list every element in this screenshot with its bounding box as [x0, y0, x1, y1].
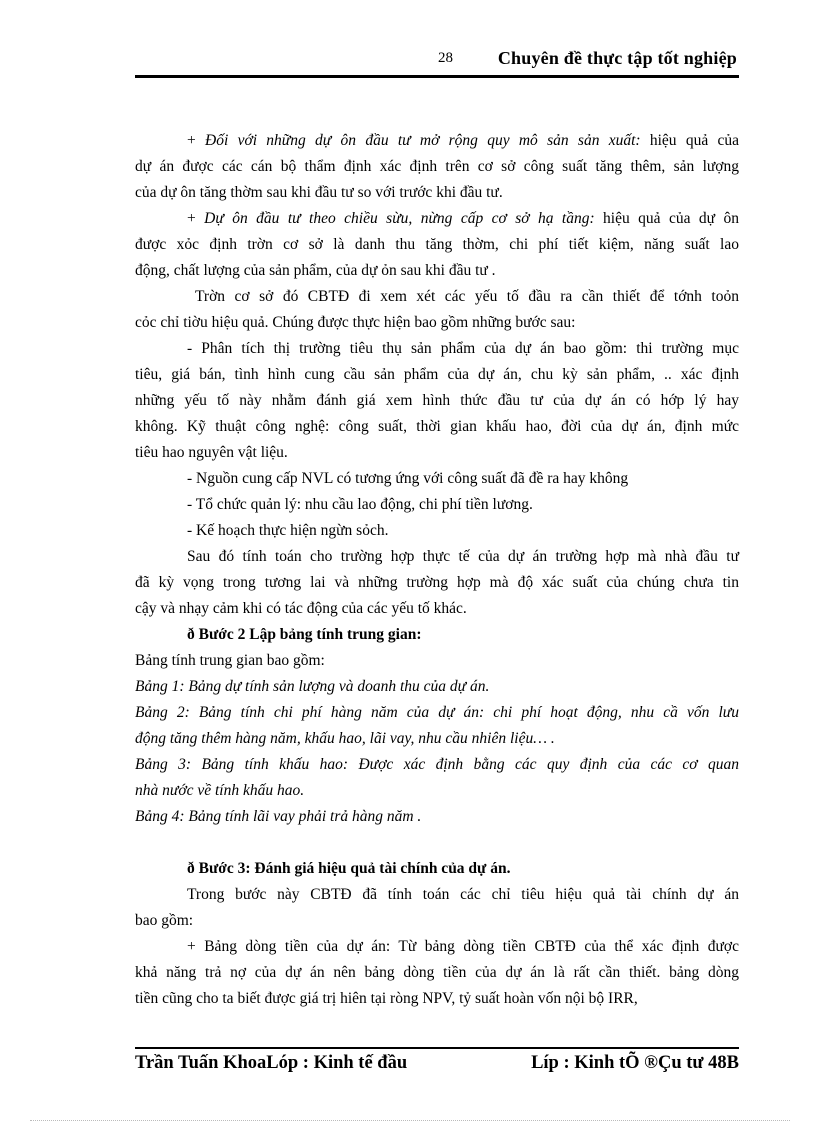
paragraph-line: đã kỳ vọng trong tương lai và những trường hợp mà độ xác suất của chúng chưa tin	[135, 574, 739, 591]
paragraph-line: động, chất lượng của sản phẩm, của dự ỏn sau khi đầu tư .	[135, 262, 496, 279]
paragraph-line: - Phân tích thị trường tiêu thụ sản phẩm của dự án bao gồm: thi trường mục	[187, 340, 739, 357]
list-item: - Kế hoạch thực hiện ngừn sỏch.	[187, 522, 389, 539]
paragraph-line: khả năng trả nợ của dự án nên bảng dòng tiền của dự án là rất cần thiết. bảng dòng	[135, 964, 739, 981]
paragraph-line: + Bảng dòng tiền của dự án: Từ bảng dòng tiền CBTĐ của thể xác định được	[187, 938, 739, 955]
italic-phrase: Đối với những dự ôn đầu tư mở rộng quy mô sản sản xuất:	[205, 132, 641, 149]
paragraph-line: của dự ôn tăng thờm sau khi đầu tư so với trước khi đầu tư.	[135, 184, 503, 201]
list-item: - Nguồn cung cấp NVL có tương ứng với công suất đã đề ra hay không	[187, 470, 629, 487]
list-item: - Tổ chức quản lý: nhu cầu lao động, chi phí tiền lương.	[187, 496, 533, 513]
paragraph-line: được xỏc định trờn cơ sở là danh thu tăng thờm, chi phí tiết kiệm, năng suất lao	[135, 236, 739, 253]
paragraph-line: Trong bước này CBTĐ đã tính toán các chỉ tiêu hiệu quả tài chính dự án	[187, 886, 739, 903]
paragraph-line: bao gồm:	[135, 912, 194, 929]
page-number: 28	[438, 50, 453, 66]
page-edge-divider	[30, 1120, 790, 1121]
paragraph-line: Sau đó tính toán cho trường hợp thực tế của dự án trường hợp mà nhà đầu tư	[187, 548, 739, 565]
footer-rule	[135, 1047, 739, 1049]
bullet: +	[187, 132, 206, 149]
paragraph-line: những yếu tố này nhằm đánh giá xem hình thức đầu tư của dự án có hớp lý hay	[135, 392, 739, 409]
table-item: động tăng thêm hàng năm, khấu hao, lãi vay, nhu cầu nhiên liệu… .	[135, 730, 555, 747]
step-3-heading: ð Bước 3: Đánh giá hiệu quả tài chính của dự án.	[187, 860, 511, 877]
footer-class: Líp : Kinh tÕ ®Çu tư 48B	[531, 1053, 739, 1073]
spacer	[135, 830, 739, 856]
paragraph-line: tiêu, giá bán, tình hình cung cầu sản phẩm của dự án, chu kỳ sản phẩm, .. xác định	[135, 366, 739, 383]
text: hiệu quả của dự ôn	[594, 210, 739, 227]
paragraph-line	[135, 128, 739, 154]
paragraph-line: cỏc chỉ tiờu hiệu quả. Chúng được thực hiện bao gồm những bước sau:	[135, 314, 576, 331]
table-item: Bảng 4: Bảng tính lãi vay phải trả hàng năm .	[135, 808, 422, 825]
table-item: Bảng 2: Bảng tính chi phí hàng năm của dự án: chi phí hoạt động, nhu cầ vốn lưu	[135, 704, 739, 721]
paragraph-line: tiền cũng cho ta biết được giá trị hiên tại ròng NPV, tỷ suất hoàn vốn nội bộ IRR,	[135, 990, 638, 1007]
table-item: nhà nước về tính khấu hao.	[135, 782, 305, 799]
paragraph-line: Bảng tính trung gian bao gồm:	[135, 652, 325, 669]
bullet: +	[187, 210, 205, 227]
paragraph-line: dự án được các cán bộ thẩm định xác định trên cơ sở công suất tăng thêm, sản lượng	[135, 158, 739, 175]
paragraph-line: tiêu hao nguyên vật liệu.	[135, 444, 288, 461]
header-bar	[135, 48, 739, 72]
paragraph-line: không. Kỹ thuật công nghệ: công suất, thời gian khấu hao, đời của dự án, định mức	[135, 418, 739, 435]
step-2-heading: ð Bước 2 Lập bảng tính trung gian:	[187, 626, 422, 643]
header-rule	[135, 75, 739, 78]
footer-author: Trần Tuấn KhoaLóp : Kinh tế đầu	[135, 1053, 408, 1073]
page-body	[135, 128, 739, 1012]
table-item: Bảng 3: Bảng tính khấu hao: Được xác định bằng các quy định của các cơ quan	[135, 756, 739, 773]
paragraph-line: Trờn cơ sở đó CBTĐ đi xem xét các yếu tố đầu ra cần thiết để tớnh toỏn	[195, 288, 739, 305]
text: hiệu quả của	[640, 132, 740, 149]
header-title: Chuyên đề thực tập tốt nghiệp	[497, 48, 737, 68]
italic-phrase: Dự ôn đầu tư theo chiều sừu, nừng cấp cơ sở hạ tầng:	[204, 210, 595, 227]
paragraph-line	[135, 206, 739, 232]
paragraph-line: cậy và nhạy cảm khi có tác động của các yếu tố khác.	[135, 600, 467, 617]
table-item: Bảng 1: Bảng dự tính sản lượng và doanh thu của dự án.	[135, 678, 490, 695]
